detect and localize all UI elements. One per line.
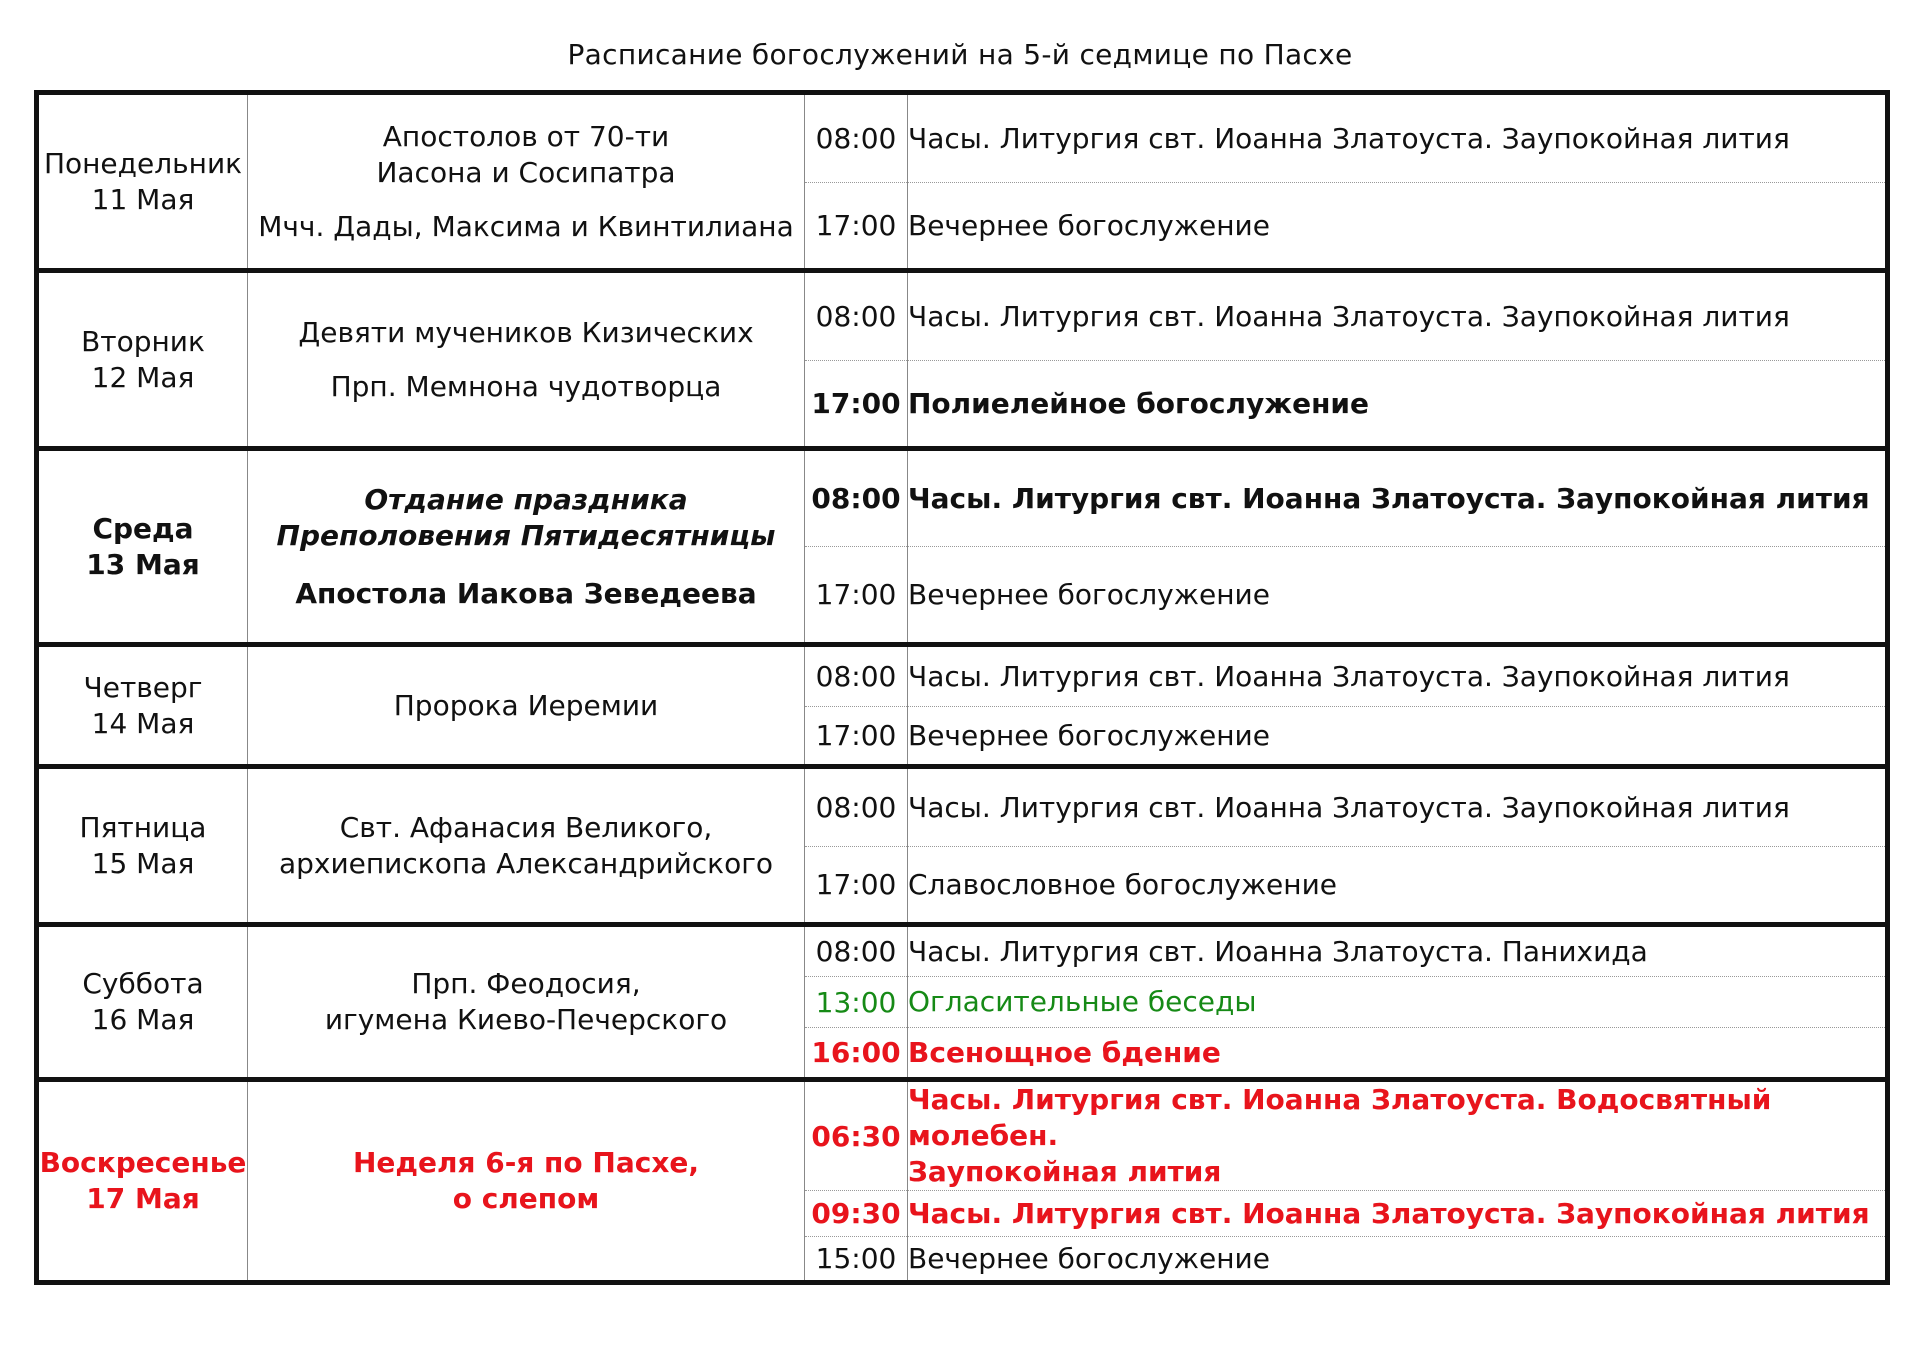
table-row xyxy=(37,645,1888,707)
commemoration-cell xyxy=(248,925,805,1080)
service-name: Часы. Литургия свт. Иоанна Златоуста. Заупокойная лития xyxy=(908,271,1888,361)
date-label: 15 Мая xyxy=(91,846,195,880)
commemoration-cell xyxy=(248,449,805,645)
service-time: 08:00 xyxy=(805,93,908,183)
table-row xyxy=(37,271,1888,361)
service-time: 08:00 xyxy=(805,449,908,547)
commemoration-cell xyxy=(248,271,805,449)
commemoration-line: Свт. Афанасия Великого, xyxy=(339,810,713,844)
day-cell xyxy=(37,449,248,645)
feast-line: Преполовения Пятидесятницы xyxy=(276,518,776,552)
table-row xyxy=(37,925,1888,977)
service-name xyxy=(908,1080,1888,1191)
service-name: Полиелейное богослужение xyxy=(908,361,1888,449)
service-time: 17:00 xyxy=(805,361,908,449)
weekday-label: Понедельник xyxy=(43,146,243,180)
commemoration-line: Неделя 6-я по Пасхе, xyxy=(352,1146,700,1179)
date-label: 13 Мая xyxy=(86,547,200,581)
commemoration-line: Апостола Иакова Зеведеева xyxy=(295,576,757,610)
service-name: Часы. Литургия свт. Иоанна Златоуста. Заупокойная лития xyxy=(908,1191,1888,1237)
service-name: Часы. Литургия свт. Иоанна Златоуста. Заупокойная лития xyxy=(908,645,1888,707)
service-time: 17:00 xyxy=(805,847,908,925)
service-name: Славословное богослужение xyxy=(908,847,1888,925)
weekday-label: Суббота xyxy=(82,967,204,1000)
commemoration-cell xyxy=(248,93,805,271)
day-cell xyxy=(37,925,248,1080)
commemoration-line: Апостолов от 70-ти xyxy=(382,119,670,153)
service-name: Вечернее богослужение xyxy=(908,707,1888,767)
service-time: 15:00 xyxy=(805,1237,908,1283)
service-time: 06:30 xyxy=(805,1080,908,1191)
commemoration-line: Иасона и Сосипатра xyxy=(376,155,676,189)
service-time: 13:00 xyxy=(805,977,908,1028)
commemoration-line: Прп. Феодосия, xyxy=(411,967,641,1000)
weekday-label: Вторник xyxy=(81,324,205,358)
service-time: 09:30 xyxy=(805,1191,908,1237)
service-name: Вечернее богослужение xyxy=(908,547,1888,645)
weekday-label: Четверг xyxy=(83,670,203,704)
commemoration-line: Девяти мучеников Кизических xyxy=(298,315,754,349)
day-cell xyxy=(37,645,248,767)
weekday-label: Пятница xyxy=(79,810,207,844)
commemoration-line: Пророка Иеремии xyxy=(393,688,659,722)
service-name: Часы. Литургия свт. Иоанна Златоуста. Заупокойная лития xyxy=(908,449,1888,547)
date-label: 17 Мая xyxy=(86,1182,200,1215)
service-name: Часы. Литургия свт. Иоанна Златоуста. Заупокойная лития xyxy=(908,767,1888,847)
service-name: Огласительные беседы xyxy=(908,977,1888,1028)
service-name-line: Часы. Литургия свт. Иоанна Златоуста. Водосвятный молебен. xyxy=(908,1083,1772,1152)
service-name: Вечернее богослужение xyxy=(908,183,1888,271)
service-name: Часы. Литургия свт. Иоанна Златоуста. Заупокойная лития xyxy=(908,121,1790,155)
table-row xyxy=(37,767,1888,847)
commemoration-cell xyxy=(248,645,805,767)
table-row xyxy=(37,449,1888,547)
service-time: 08:00 xyxy=(805,271,908,361)
day-cell xyxy=(37,271,248,449)
table-row xyxy=(37,1080,1888,1191)
day-cell xyxy=(37,767,248,925)
date-label: 16 Мая xyxy=(91,1003,195,1036)
service-name: Вечернее богослужение xyxy=(908,1237,1888,1283)
commemoration-cell xyxy=(248,767,805,925)
service-name: Часы. Литургия свт. Иоанна Златоуста. Панихида xyxy=(908,925,1888,977)
commemoration-line: Прп. Мемнона чудотворца xyxy=(330,369,722,403)
page-title: Расписание богослужений на 5-й седмице по Пасхе xyxy=(567,38,1353,71)
service-time: 08:00 xyxy=(805,645,908,707)
commemoration-line: архиепископа Александрийского xyxy=(278,846,774,880)
commemoration-cell xyxy=(248,1080,805,1283)
date-label: 12 Мая xyxy=(91,360,195,394)
service-time: 08:00 xyxy=(805,767,908,847)
service-time: 17:00 xyxy=(805,547,908,645)
day-cell xyxy=(37,93,248,271)
commemoration-line: о слепом xyxy=(452,1182,600,1215)
day-cell xyxy=(37,1080,248,1283)
table-row xyxy=(37,93,1888,183)
service-time: 17:00 xyxy=(805,183,908,271)
date-label: 14 Мая xyxy=(91,706,195,740)
commemoration-line: игумена Киево-Печерского xyxy=(324,1003,728,1036)
service-time: 08:00 xyxy=(805,925,908,977)
feast-line: Отдание праздника xyxy=(364,482,688,516)
commemoration-line: Мчч. Дады, Максима и Квинтилиана xyxy=(258,209,794,243)
weekday-label: Среда xyxy=(92,511,194,545)
service-name: Всенощное бдение xyxy=(908,1028,1888,1080)
weekday-label: Воскресенье xyxy=(39,1146,247,1179)
service-time: 17:00 xyxy=(805,707,908,767)
service-name-line: Заупокойная лития xyxy=(908,1155,1222,1188)
date-label: 11 Мая xyxy=(91,182,195,216)
schedule-table xyxy=(34,90,1890,1285)
service-time: 16:00 xyxy=(805,1028,908,1080)
